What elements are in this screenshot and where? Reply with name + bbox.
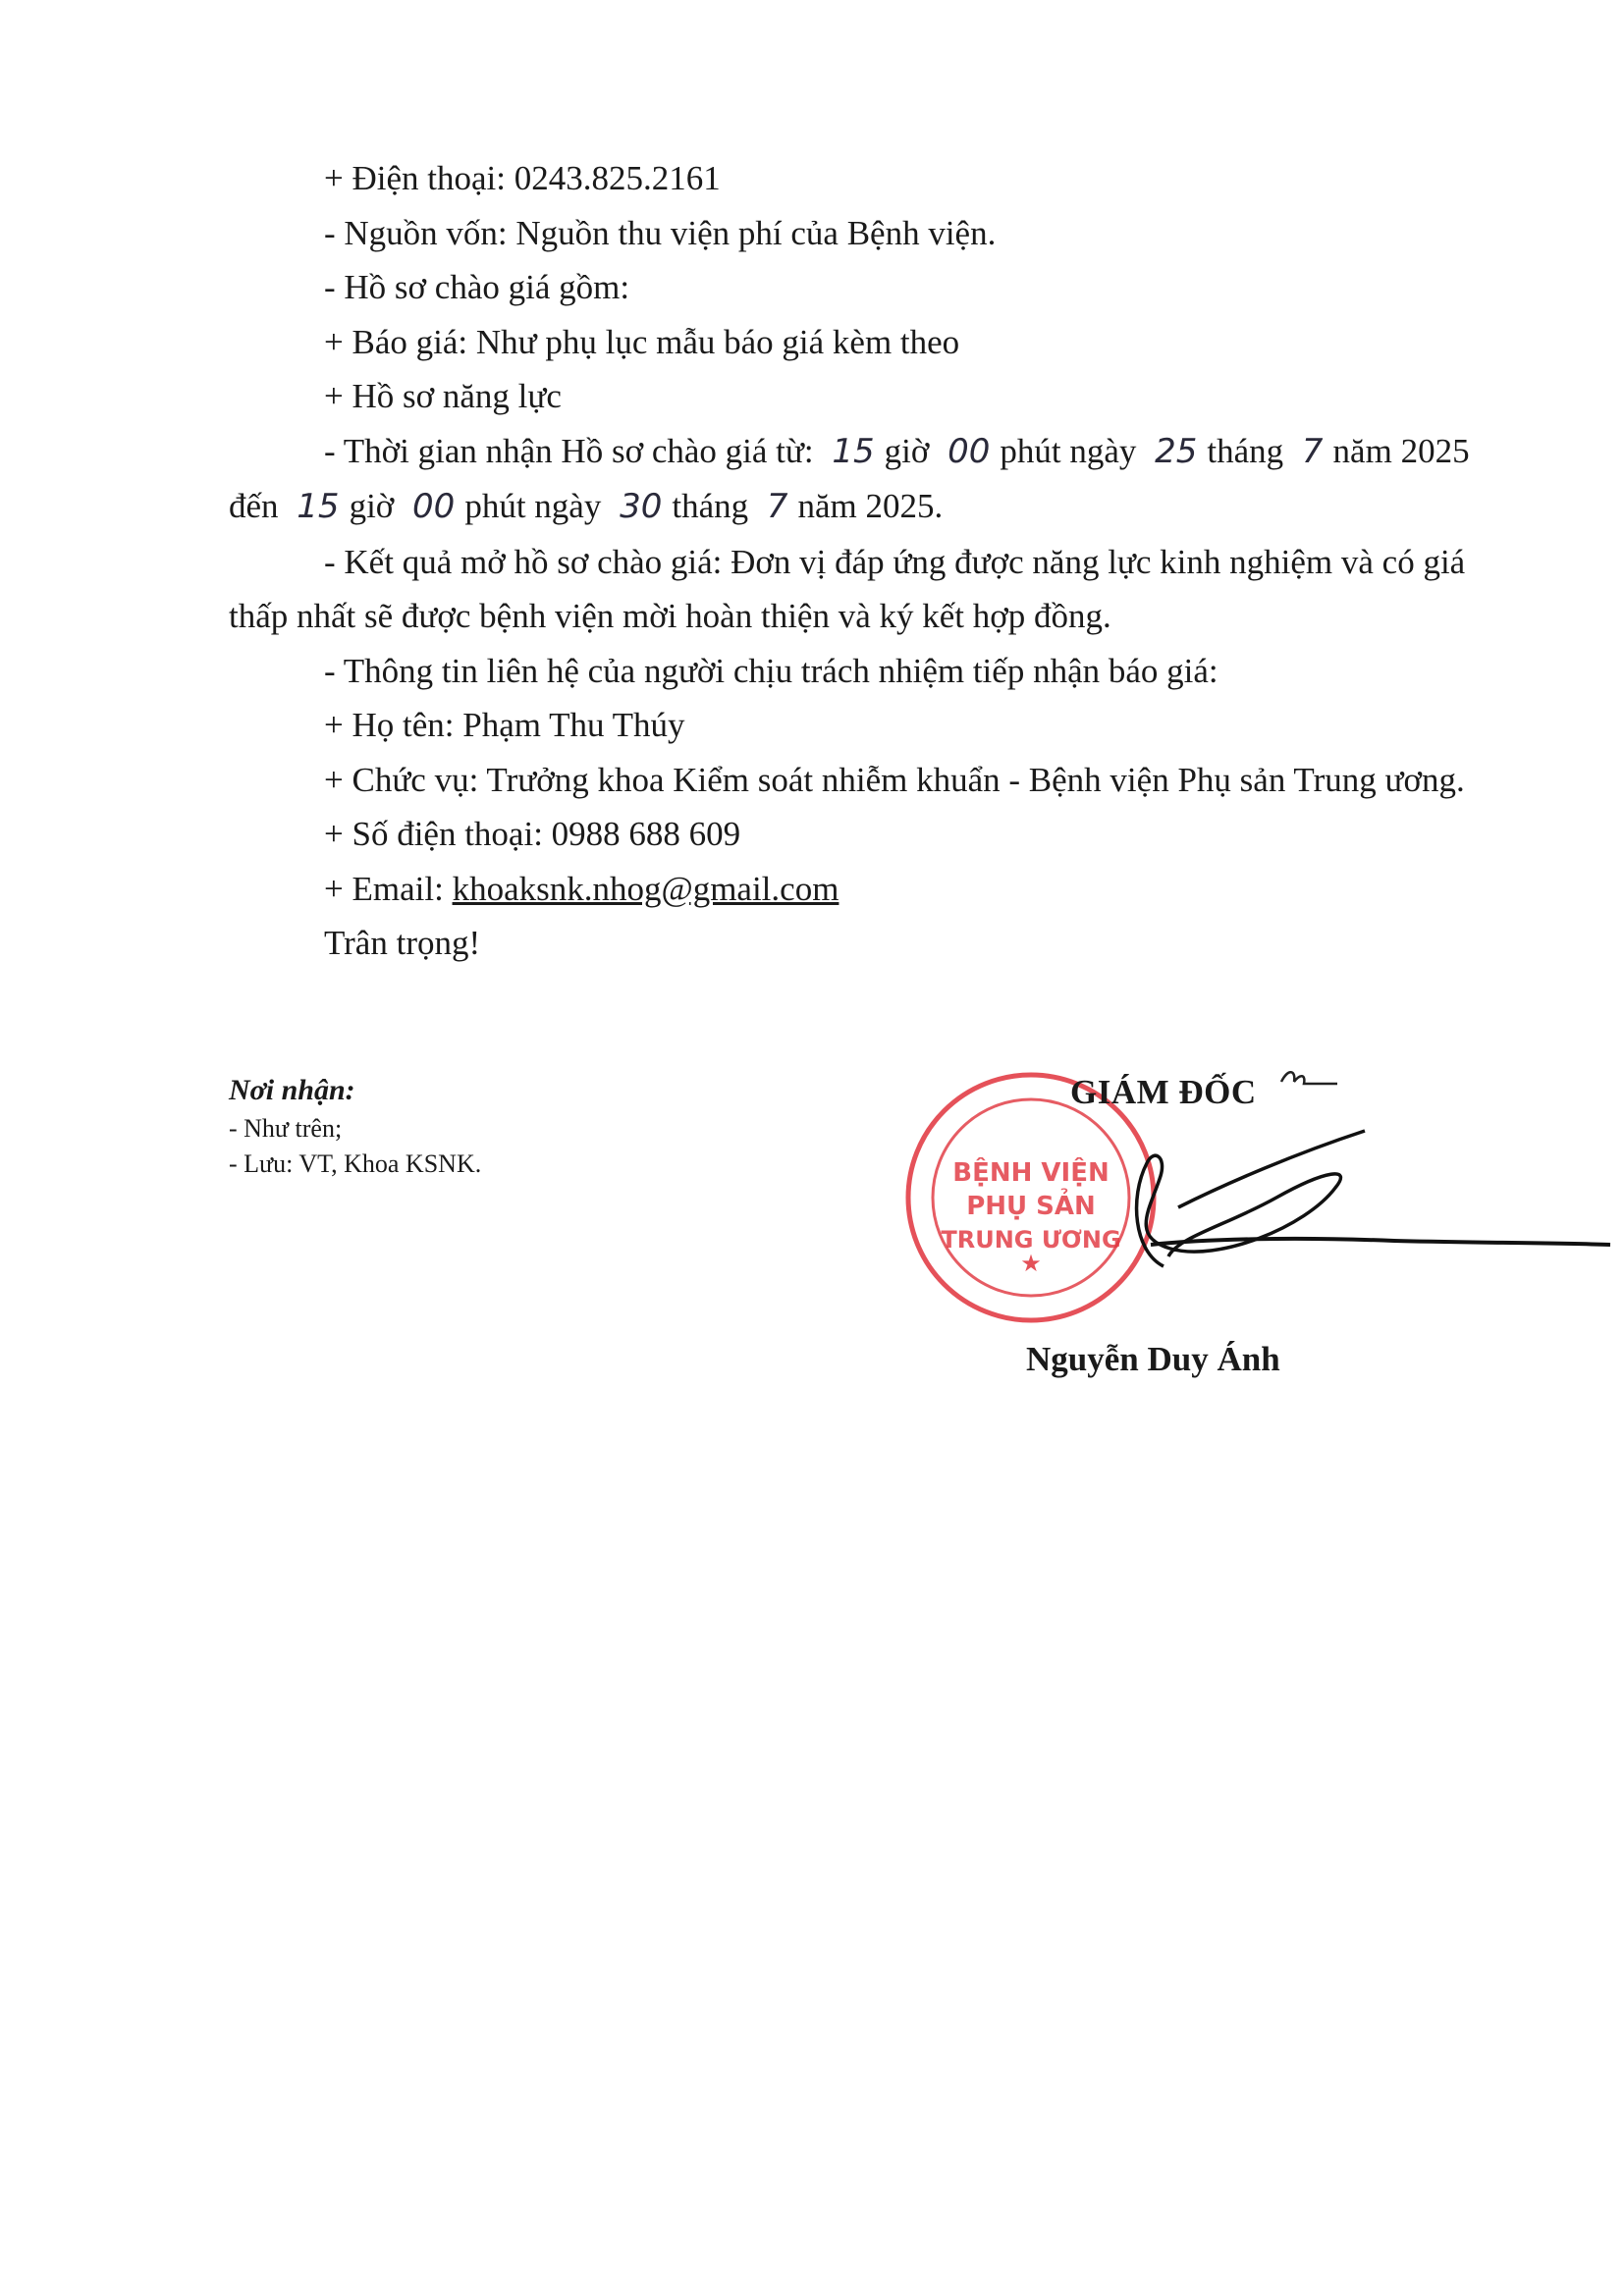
time-unit-hour-2: giờ (349, 487, 395, 525)
contact-email-label: + Email: (324, 869, 453, 908)
time-unit-month-2: tháng (672, 487, 749, 525)
handwritten-to-month: 7 (766, 487, 788, 526)
recipients-block (229, 1070, 779, 1182)
signature-block (884, 1041, 1624, 1414)
time-prefix: - Thời gian nhận Hồ sơ chào giá từ: (324, 431, 814, 470)
dossier-item-capacity: + Hồ sơ năng lực (324, 377, 562, 415)
recipient-item: - Như trên; (229, 1114, 343, 1143)
time-unit-month: tháng (1207, 431, 1284, 470)
time-unit-year: năm (1332, 431, 1392, 470)
time-range (229, 424, 1505, 535)
dossier-item-quote: + Báo giá: Như phụ lục mẫu báo giá kèm theo (324, 322, 960, 361)
contact-name: + Họ tên: Phạm Thu Thúy (324, 706, 685, 744)
handwritten-from-month: 7 (1301, 431, 1324, 471)
handwritten-from-hour: 15 (832, 431, 875, 471)
svg-text:★: ★ (1020, 1250, 1042, 1277)
stamp-line-3: TRUNG ƯƠNG (941, 1226, 1121, 1254)
result-line: - Kết quả mở hồ sơ chào giá: Đơn vị đáp ứng được năng lực kinh nghiệm và có giá thấp nhất sẽ được bệnh viện mời hoàn thiện và ký kết hợp đồng. (229, 542, 1466, 635)
time-from-year-to: 2025 đến (229, 431, 1470, 525)
funding-line: - Nguồn vốn: Nguồn thu viện phí của Bệnh viện. (324, 213, 997, 252)
time-to-year: năm 2025. (797, 487, 944, 525)
recipient-item: - Lưu: VT, Khoa KSNK. (229, 1149, 482, 1178)
signer-role: GIÁM ĐỐC (1070, 1073, 1257, 1111)
handwritten-to-hour: 15 (297, 487, 340, 526)
recipients-title: Nơi nhận: (229, 1074, 355, 1106)
handwritten-to-minute: 00 (412, 487, 456, 526)
time-unit-minute-day-2: phút ngày (464, 487, 602, 525)
stamp-line-1: BỆNH VIỆN (952, 1158, 1110, 1188)
contact-email-link[interactable]: khoaksnk.nhog@gmail.com (452, 869, 839, 908)
time-unit-minute-day: phút ngày (1000, 431, 1137, 470)
closing-line: Trân trọng! (324, 924, 481, 962)
phone-line: + Điện thoại: 0243.825.2161 (324, 159, 721, 197)
time-unit-hour: giờ (884, 431, 930, 470)
stamp-line-2: PHỤ SẢN (966, 1192, 1096, 1221)
handwritten-from-minute: 00 (947, 431, 991, 471)
contact-phone: + Số điện thoại: 0988 688 609 (324, 815, 741, 853)
contact-position: + Chức vụ: Trưởng khoa Kiểm soát nhiễm khuẩn - Bệnh viện Phụ sản Trung ương. (324, 760, 1465, 799)
signer-name: Nguyễn Duy Ánh (1026, 1340, 1280, 1378)
handwritten-to-day: 30 (620, 487, 663, 526)
dossier-heading: - Hồ sơ chào giá gồm: (324, 268, 630, 306)
handwritten-from-day: 25 (1155, 431, 1198, 471)
contact-email-line (229, 862, 1505, 917)
document-body (229, 151, 1505, 971)
contact-heading: - Thông tin liên hệ của người chịu trách nhiệm tiếp nhận báo giá: (324, 651, 1218, 690)
